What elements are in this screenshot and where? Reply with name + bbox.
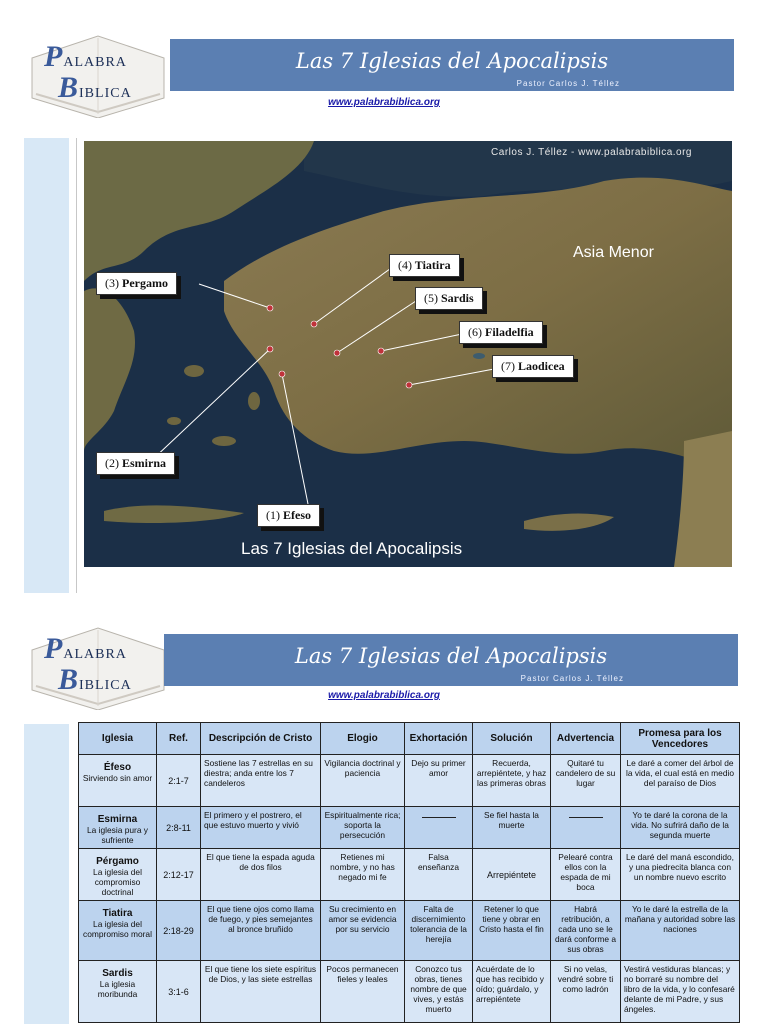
col-header-advertencia: Advertencia	[551, 723, 621, 755]
logo-word-2: BIBLICA	[58, 663, 132, 696]
map-label-efeso: (1) Efeso	[257, 504, 320, 527]
title-banner	[164, 634, 738, 686]
col-header-exhortacion: Exhortación	[405, 723, 473, 755]
map-label-pergamo: (3) Pergamo	[96, 272, 177, 295]
church-cell: Tiatira La iglesia del compromiso moral	[79, 901, 157, 961]
logo-word-1: PALABRA	[44, 40, 127, 73]
table-row	[79, 961, 740, 1023]
exhort-cell: Conozco tus obras, tienes nombre de que vives, y estás muerto	[405, 961, 473, 1023]
table-row	[79, 755, 740, 807]
advert-cell: Quitaré tu candelero de su lugar	[551, 755, 621, 807]
churches-table	[78, 722, 740, 1023]
author: Pastor Carlos J. Téllez	[516, 79, 620, 88]
page-title: Las 7 Iglesias del Apocalipsis	[294, 644, 608, 668]
desc-cell: El que tiene la espada aguda de dos filos	[201, 849, 321, 901]
table-row	[79, 807, 740, 849]
solucion-cell: Acuérdate de lo que has recibido y oído; guárdalo, y arrepiéntete	[473, 961, 551, 1023]
col-header-solucion: Solución	[473, 723, 551, 755]
church-cell: Esmirna La iglesia pura y sufriente	[79, 807, 157, 849]
promesa-cell: Vestirá vestiduras blancas; y no borraré su nombre del libro de la vida, y lo confesaré delante de mi Padre, y sus ángeles.	[621, 961, 740, 1023]
church-cell: Éfeso Sirviendo sin amor	[79, 755, 157, 807]
elogio-cell: Retienes mi nombre, y no has negado mi fe	[321, 849, 405, 901]
col-header-promesa: Promesa para los Vencedores	[621, 723, 740, 755]
desc-cell: Sostiene las 7 estrellas en su diestra; anda entre los 7 candeleros	[201, 755, 321, 807]
desc-cell: El que tiene los siete espíritus de Dios, y las siete estrellas	[201, 961, 321, 1023]
region-label: Asia Menor	[573, 244, 654, 261]
promesa-cell: Yo te daré la corona de la vida. No sufrirá daño de la segunda muerte	[621, 807, 740, 849]
empty-dash	[422, 810, 456, 818]
logo-word-1: PALABRA	[44, 632, 127, 665]
table-row	[79, 849, 740, 901]
advert-cell: Pelearé contra ellos con la espada de mi boca	[551, 849, 621, 901]
solucion-cell: Arrepiéntete	[473, 849, 551, 901]
col-header-ref: Ref.	[157, 723, 201, 755]
map-terrain	[84, 141, 732, 567]
map-title: Las 7 Iglesias del Apocalipsis	[241, 539, 463, 558]
map-image	[84, 141, 732, 567]
map-label-tiatira: (4) Tiatira	[389, 254, 460, 277]
promesa-cell: Le daré del maná escondido, y una piedrecita blanca con un nombre nuevo escrito	[621, 849, 740, 901]
map-label-filadelfia: (6) Filadelfia	[459, 321, 543, 344]
exhort-cell: Dejo su primer amor	[405, 755, 473, 807]
church-cell: Pérgamo La iglesia del compromiso doctrinal	[79, 849, 157, 901]
site-link[interactable]: www.palabrabiblica.org	[328, 97, 440, 108]
exhort-cell: Falta de discernimiento tolerancia de la herejía	[405, 901, 473, 961]
author: Pastor Carlos J. Téllez	[520, 674, 624, 683]
ref-cell: 3:1-6	[157, 961, 201, 1023]
promesa-cell: Yo le daré la estrella de la mañana y autoridad sobre las naciones	[621, 901, 740, 961]
col-header-descripcion: Descripción de Cristo	[201, 723, 321, 755]
desc-cell: El primero y el postrero, el que estuvo muerto y vivió	[201, 807, 321, 849]
ref-cell: 2:12-17	[157, 849, 201, 901]
logo-word-2: BIBLICA	[58, 71, 132, 104]
map-label-sardis: (5) Sardis	[415, 287, 483, 310]
site-link[interactable]: www.palabrabiblica.org	[328, 690, 440, 701]
sidebar-accent	[24, 724, 69, 1024]
empty-dash	[569, 810, 603, 818]
table-row	[79, 901, 740, 961]
exhort-cell	[405, 807, 473, 849]
advert-cell	[551, 807, 621, 849]
ref-cell: 2:8-11	[157, 807, 201, 849]
elogio-cell: Vigilancia doctrinal y paciencia	[321, 755, 405, 807]
elogio-cell: Espiritualmente rica; soporta la persecución	[321, 807, 405, 849]
col-header-iglesia: Iglesia	[79, 723, 157, 755]
ref-cell: 2:18-29	[157, 901, 201, 961]
advert-cell: Si no velas, vendré sobre ti como ladrón	[551, 961, 621, 1023]
ref-cell: 2:1-7	[157, 755, 201, 807]
exhort-cell: Falsa enseñanza	[405, 849, 473, 901]
map-label-laodicea: (7) Laodicea	[492, 355, 574, 378]
promesa-cell: Le daré a comer del árbol de la vida, el cual está en medio del paraíso de Dios	[621, 755, 740, 807]
sidebar-accent	[24, 138, 69, 593]
desc-cell: El que tiene ojos como llama de fuego, y pies semejantes al bronce bruñido	[201, 901, 321, 961]
elogio-cell: Su crecimiento en amor se evidencia por su servicio	[321, 901, 405, 961]
solucion-cell: Retener lo que tiene y obrar en Cristo hasta el fin	[473, 901, 551, 961]
elogio-cell: Pocos permanecen fieles y leales	[321, 961, 405, 1023]
solucion-cell: Recuerda, arrepiéntete, y haz las primeras obras	[473, 755, 551, 807]
church-cell: Sardis La iglesia moribunda	[79, 961, 157, 1023]
advert-cell: Habrá retribución, a cada uno se le dará conforme a sus obras	[551, 901, 621, 961]
map-label-esmirna: (2) Esmirna	[96, 452, 175, 475]
page-title: Las 7 Iglesias del Apocalipsis	[295, 49, 609, 73]
divider	[76, 138, 77, 593]
table-header-row	[79, 723, 740, 755]
solucion-cell: Se fiel hasta la muerte	[473, 807, 551, 849]
col-header-elogio: Elogio	[321, 723, 405, 755]
map-credit: Carlos J. Téllez - www.palabrabiblica.org	[491, 147, 692, 158]
title-banner	[170, 39, 734, 91]
